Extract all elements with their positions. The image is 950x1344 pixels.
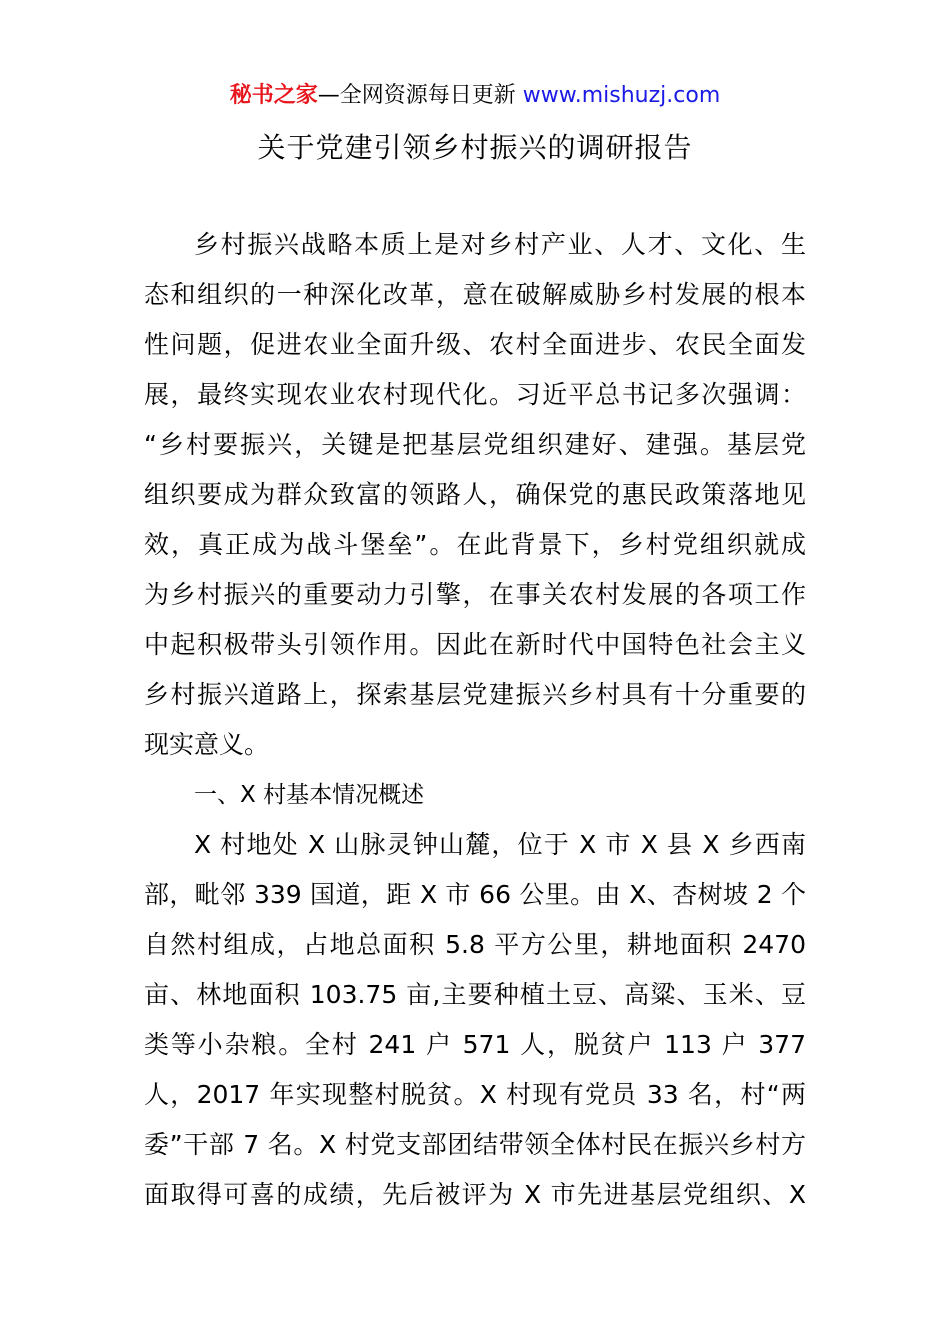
paragraph-line: 性问题，促进农业全面升级、农村全面进步、农民全面发 [144, 330, 806, 359]
paragraph-line: 亩、林地面积 103.75 亩,主要种植土豆、高粱、玉米、豆 [144, 980, 806, 1009]
paragraph-line: 自然村组成，占地总面积 5.8 平方公里，耕地面积 2470 [144, 930, 806, 959]
website-link[interactable]: www.mishuzj.com [522, 83, 721, 108]
paragraph-line: 展，最终实现农业农村现代化。习近平总书记多次强调： [144, 380, 806, 409]
paragraph-line: 为乡村振兴的重要动力引擎，在事关农村发展的各项工作 [144, 580, 806, 609]
paragraph-line: 乡村振兴战略本质上是对乡村产业、人才、文化、生 [194, 230, 806, 259]
brand-name: 秘书之家 [229, 83, 318, 108]
paragraph-line: 态和组织的一种深化改革，意在破解威胁乡村发展的根本 [144, 280, 806, 309]
section-heading: 一、X 村基本情况概述 [194, 782, 425, 808]
header-banner [0, 80, 950, 112]
paragraph-line: “乡村要振兴，关键是把基层党组织建好、建强。基层党 [144, 430, 806, 459]
paragraph-line: 现实意义。 [144, 730, 270, 759]
paragraph-line: 效，真正成为战斗堡垒”。在此背景下，乡村党组织就成 [144, 530, 806, 559]
paragraph-line: 面取得可喜的成绩，先后被评为 X 市先进基层党组织、X [144, 1180, 806, 1209]
brand-tagline: —全网资源每日更新 [317, 83, 516, 108]
paragraph-line: 类等小杂粮。全村 241 户 571 人，脱贫户 113 户 377 [144, 1030, 806, 1059]
paragraph-line: 部，毗邻 339 国道，距 X 市 66 公里。由 X、杏树坡 2 个 [144, 880, 806, 909]
paragraph-line: 组织要成为群众致富的领路人，确保党的惠民政策落地见 [144, 480, 806, 509]
paragraph-line: 中起积极带头引领作用。因此在新时代中国特色社会主义 [144, 630, 806, 659]
paragraph-line: 乡村振兴道路上，探索基层党建振兴乡村具有十分重要的 [144, 680, 806, 709]
paragraph-line: 委”干部 7 名。X 村党支部团结带领全体村民在振兴乡村方 [144, 1130, 806, 1159]
document-title: 关于党建引领乡村振兴的调研报告 [257, 131, 693, 164]
paragraph-line: X 村地处 X 山脉灵钟山麓，位于 X 市 X 县 X 乡西南 [194, 830, 806, 859]
document-body [144, 220, 806, 1220]
paragraph-line: 人，2017 年实现整村脱贫。X 村现有党员 33 名，村“两 [144, 1080, 806, 1109]
